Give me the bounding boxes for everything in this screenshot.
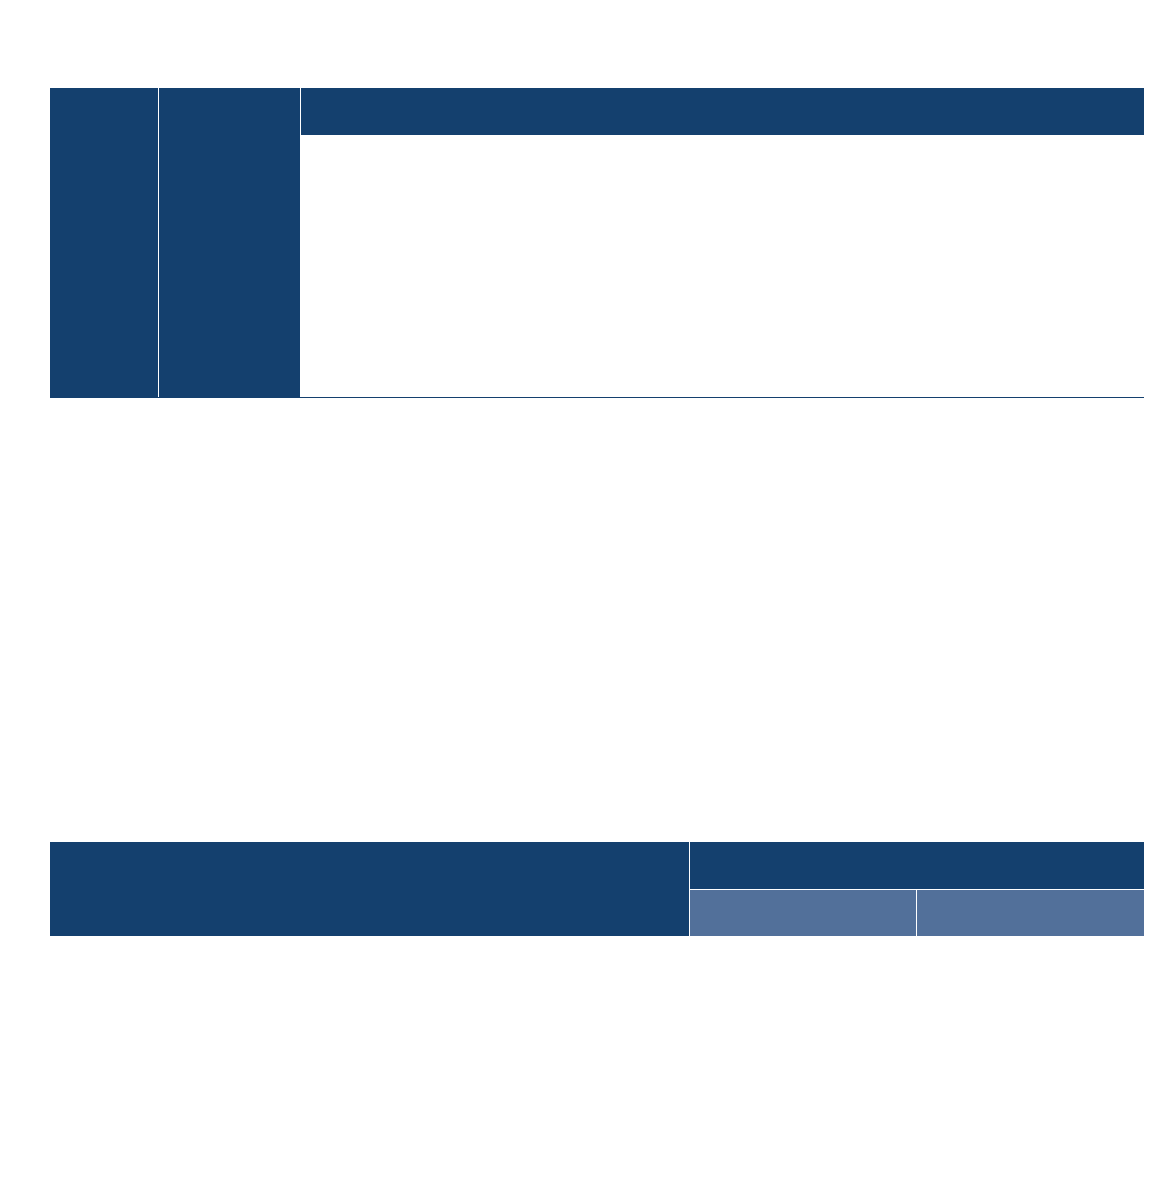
- header-divider: [300, 88, 301, 135]
- cuadro3-subheader: [690, 889, 1144, 936]
- header-divider: [158, 88, 159, 397]
- header-bottom-line: [50, 397, 1144, 398]
- header-divider: [690, 889, 1144, 890]
- cuadro2-table: [50, 88, 1144, 580]
- header-divider: [916, 889, 917, 936]
- cuadro2-header-left: [50, 88, 300, 397]
